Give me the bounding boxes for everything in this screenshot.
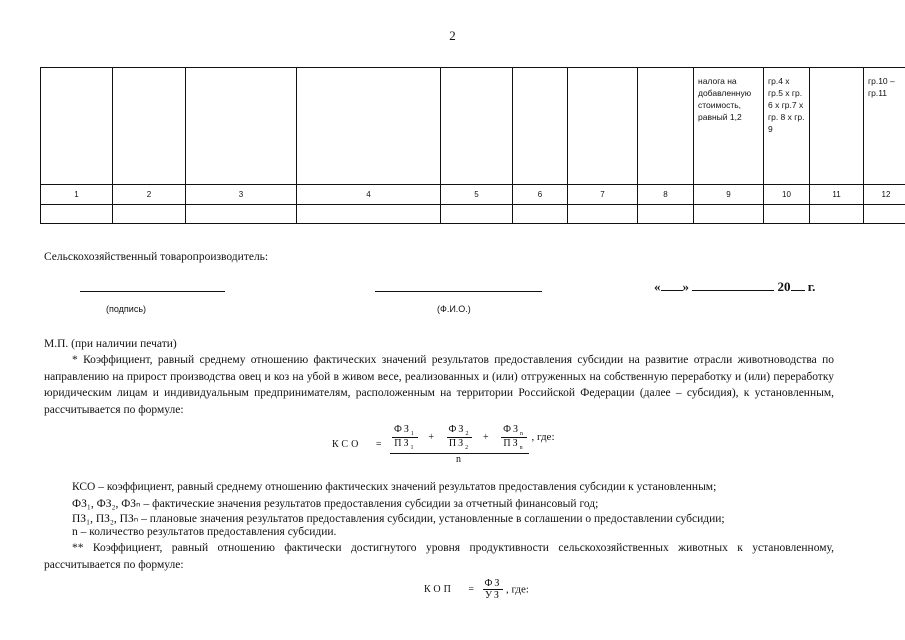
fraction-n: $\frac{ФЗ_n}{ПЗ_n}$ (503, 424, 525, 451)
table-header-cell (441, 68, 513, 185)
table-header-cell-12 (864, 68, 905, 185)
year-suffix: г. (807, 279, 816, 294)
day-field[interactable] (661, 278, 683, 291)
formula-kop-lhs: КОП (424, 584, 454, 595)
formula-kso-lhs: КСО (332, 439, 362, 450)
header-note-col12: гр.10 – гр.11 (868, 76, 895, 98)
date-close-quote: » (682, 279, 689, 294)
table-cell[interactable] (864, 205, 905, 224)
table-header-cell (297, 68, 441, 185)
definition-kso: КСО – коэффициент, равный среднему отношению фактических значений результатов предоставления субсидии к установленным; (72, 481, 717, 493)
formula-kop-fraction: $\frac{ФЗ}{УЗ}$ (484, 578, 502, 601)
table-header-cell (568, 68, 638, 185)
table-cell[interactable] (441, 205, 513, 224)
header-note-col9: налога на добавленную стоимость, равный 1,2 (698, 76, 752, 122)
footnote-1: * Коэффициент, равный среднему отношению фактических значений результатов предоставления субсидии на развитие отрасли животноводства по направлению на прирост производства овец и коз на убой в живом весе, реализованных и (или) отгруженных на собственную переработку и (или) переработку юридическим лицам и индивидуальным предпринимателям, расположенным на территории Российской Федерации (далее – субсидия), к установленным, рассчитывается по формуле: (44, 354, 834, 416)
fraction-2: $\frac{ФЗ_2}{ПЗ_2}$ (448, 424, 471, 451)
formula-kso-eq: = (375, 439, 382, 450)
table-cell[interactable] (638, 205, 694, 224)
date-block (654, 278, 815, 295)
column-number-row (41, 185, 905, 205)
table-cell[interactable] (694, 205, 764, 224)
definition-n: n – количество результатов предоставления субсидии. (72, 526, 337, 538)
year-field[interactable] (791, 278, 805, 291)
table-cell[interactable] (810, 205, 864, 224)
column-number: 6 (513, 185, 568, 205)
definition-fz: ФЗ₁, ФЗ₂, ФЗₙ – фактические значения результатов предоставления субсидии за отчетный финансовый год; (72, 498, 599, 510)
name-line[interactable] (375, 291, 542, 292)
data-table (40, 67, 905, 224)
formula-kso-where: , где: (531, 430, 555, 443)
formula-kop-eq: = (468, 584, 475, 595)
column-number: 7 (568, 185, 638, 205)
table-header-cell (513, 68, 568, 185)
column-number: 2 (113, 185, 186, 205)
table-cell[interactable] (186, 205, 297, 224)
column-number: 10 (764, 185, 810, 205)
table-header-cell (810, 68, 864, 185)
definition-pz: ПЗ₁, ПЗ₂, ПЗₙ – плановые значения результатов предоставления субсидии, установленные в соглашении о предоставлении субсидии; (72, 513, 725, 525)
column-number: 12 (864, 185, 905, 205)
month-field[interactable] (692, 278, 774, 291)
table-cell[interactable] (568, 205, 638, 224)
formula-kop-where: , где: (505, 583, 529, 596)
header-note-col10: гр.4 х гр.5 х гр. 6 х гр.7 х гр. 8 х гр. 9 (768, 76, 805, 134)
name-caption: (Ф.И.О.) (437, 304, 471, 314)
column-number: 8 (638, 185, 694, 205)
column-number: 4 (297, 185, 441, 205)
table-cell[interactable] (764, 205, 810, 224)
formula-kso-denominator: n (455, 454, 463, 465)
table-header-cell (186, 68, 297, 185)
table-cell[interactable] (297, 205, 441, 224)
table-header-cell (113, 68, 186, 185)
table-header-cell (638, 68, 694, 185)
table-row (41, 205, 905, 224)
formula-kop (418, 578, 529, 601)
column-number: 11 (810, 185, 864, 205)
footnote-2: ** Коэффициент, равный отношению фактически достигнутого уровня продуктивности сельскохозяйственных животных к установленному, рассчитывается по формуле: (44, 542, 834, 571)
column-number: 9 (694, 185, 764, 205)
table-cell[interactable] (513, 205, 568, 224)
table-header-row (41, 68, 905, 185)
table-cell[interactable] (41, 205, 113, 224)
table-header-cell (41, 68, 113, 185)
table-header-cell-10 (764, 68, 810, 185)
fraction-1: $\frac{ФЗ_1}{ПЗ_1}$ (393, 424, 416, 451)
year-prefix: 20 (777, 279, 791, 294)
signature-caption: (подпись) (106, 304, 147, 314)
page-number: 2 (449, 28, 456, 43)
table-header-cell-9 (694, 68, 764, 185)
signature-line[interactable] (80, 291, 225, 292)
table-cell[interactable] (113, 205, 186, 224)
column-number: 5 (441, 185, 513, 205)
producer-label: Сельскохозяйственный товаропроизводитель: (44, 251, 269, 263)
date-open-quote: « (654, 279, 661, 294)
column-number: 3 (186, 185, 297, 205)
stamp-note: М.П. (при наличии печати) (44, 338, 177, 350)
formula-kso-main-fraction: $\frac{ФЗ_1}{ПЗ_1}$ + $\frac{ФЗ_2}{ПЗ_2}$ + $\frac{ФЗ_n}{ПЗ_n}$ n (390, 424, 529, 465)
column-number: 1 (41, 185, 113, 205)
formula-kso (326, 424, 555, 465)
